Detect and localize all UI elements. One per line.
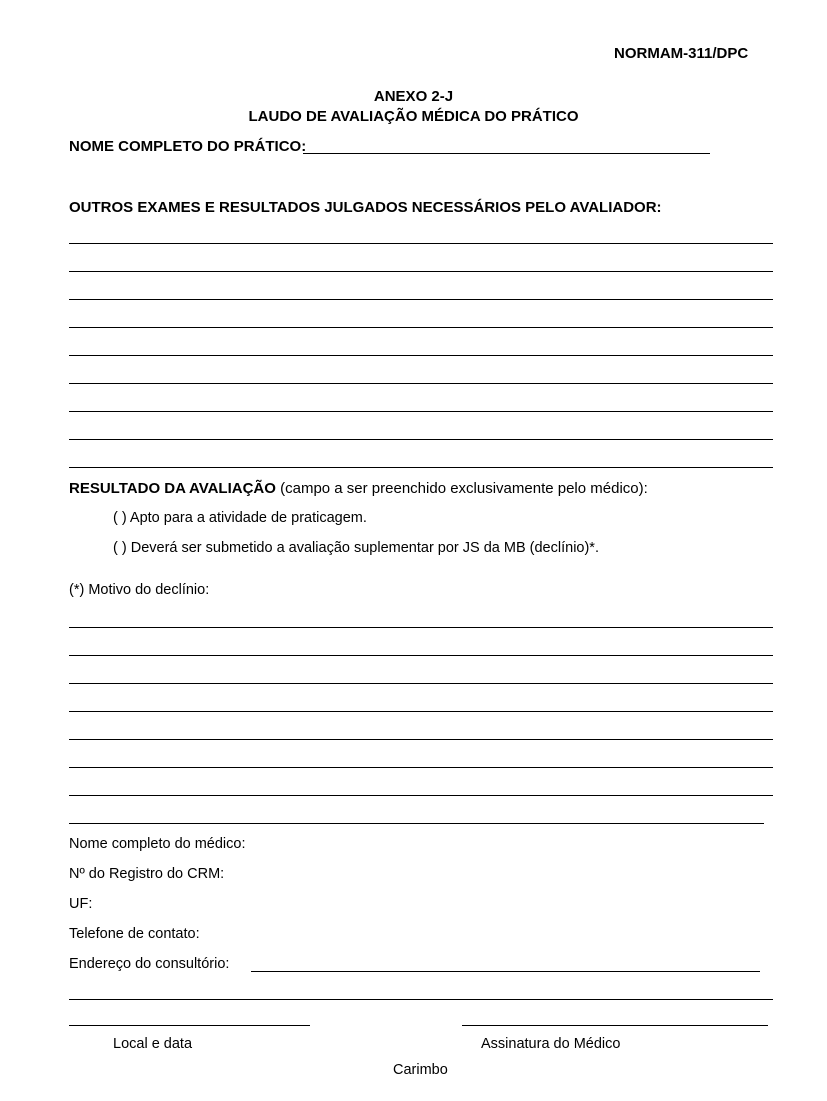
answer-line[interactable] bbox=[69, 243, 773, 244]
option-apt-checkbox[interactable]: ( ) bbox=[113, 510, 127, 526]
option-decline-checkbox[interactable]: ( ) bbox=[113, 540, 127, 556]
result-note: (campo a ser preenchido exclusivamente pelo médico): bbox=[280, 480, 648, 497]
answer-line[interactable] bbox=[69, 627, 773, 628]
document-code: NORMAM-311/DPC bbox=[614, 45, 749, 62]
doctor-name-label: Nome completo do médico: bbox=[69, 836, 246, 852]
answer-line[interactable] bbox=[69, 683, 773, 684]
option-apt[interactable] bbox=[113, 510, 367, 526]
pilot-name-label: NOME COMPLETO DO PRÁTICO: bbox=[69, 138, 307, 155]
option-decline[interactable] bbox=[113, 540, 599, 556]
address-line-2[interactable] bbox=[69, 999, 773, 1000]
result-label: RESULTADO DA AVALIAÇÃO bbox=[69, 480, 276, 497]
answer-line[interactable] bbox=[69, 739, 773, 740]
annex-title: ANEXO 2-J bbox=[373, 88, 454, 105]
answer-line[interactable] bbox=[69, 327, 773, 328]
form-title: LAUDO DE AVALIAÇÃO MÉDICA DO PRÁTICO bbox=[248, 108, 579, 125]
answer-line[interactable] bbox=[69, 711, 773, 712]
stamp-label: Carimbo bbox=[393, 1062, 448, 1078]
doctor-signature-label: Assinatura do Médico bbox=[481, 1036, 621, 1052]
place-date-line[interactable] bbox=[69, 1025, 310, 1026]
address-line[interactable] bbox=[251, 971, 760, 972]
option-apt-text: Apto para a atividade de praticagem. bbox=[129, 510, 367, 526]
answer-line[interactable] bbox=[69, 411, 773, 412]
answer-line[interactable] bbox=[69, 795, 773, 796]
signature-line[interactable] bbox=[462, 1025, 768, 1026]
answer-line[interactable] bbox=[69, 355, 773, 356]
phone-label: Telefone de contato: bbox=[69, 926, 200, 942]
answer-line[interactable] bbox=[69, 823, 764, 824]
answer-line[interactable] bbox=[69, 655, 773, 656]
answer-line[interactable] bbox=[69, 767, 773, 768]
decline-reason-label: (*) Motivo do declínio: bbox=[69, 582, 210, 598]
pilot-name-line[interactable] bbox=[303, 153, 710, 154]
answer-line[interactable] bbox=[69, 383, 773, 384]
uf-label: UF: bbox=[69, 896, 93, 912]
answer-line[interactable] bbox=[69, 467, 773, 468]
place-date-label: Local e data bbox=[113, 1036, 193, 1052]
answer-line[interactable] bbox=[69, 299, 773, 300]
result-heading bbox=[69, 480, 648, 497]
crm-label: Nº do Registro do CRM: bbox=[69, 866, 225, 882]
option-decline-text: Deverá ser submetido a avaliação suplementar por JS da MB (declínio)*. bbox=[130, 540, 599, 556]
answer-line[interactable] bbox=[69, 439, 773, 440]
other-exams-label: OUTROS EXAMES E RESULTADOS JULGADOS NECESSÁRIOS PELO AVALIADOR: bbox=[69, 199, 662, 216]
answer-line[interactable] bbox=[69, 271, 773, 272]
address-label: Endereço do consultório: bbox=[69, 956, 230, 972]
